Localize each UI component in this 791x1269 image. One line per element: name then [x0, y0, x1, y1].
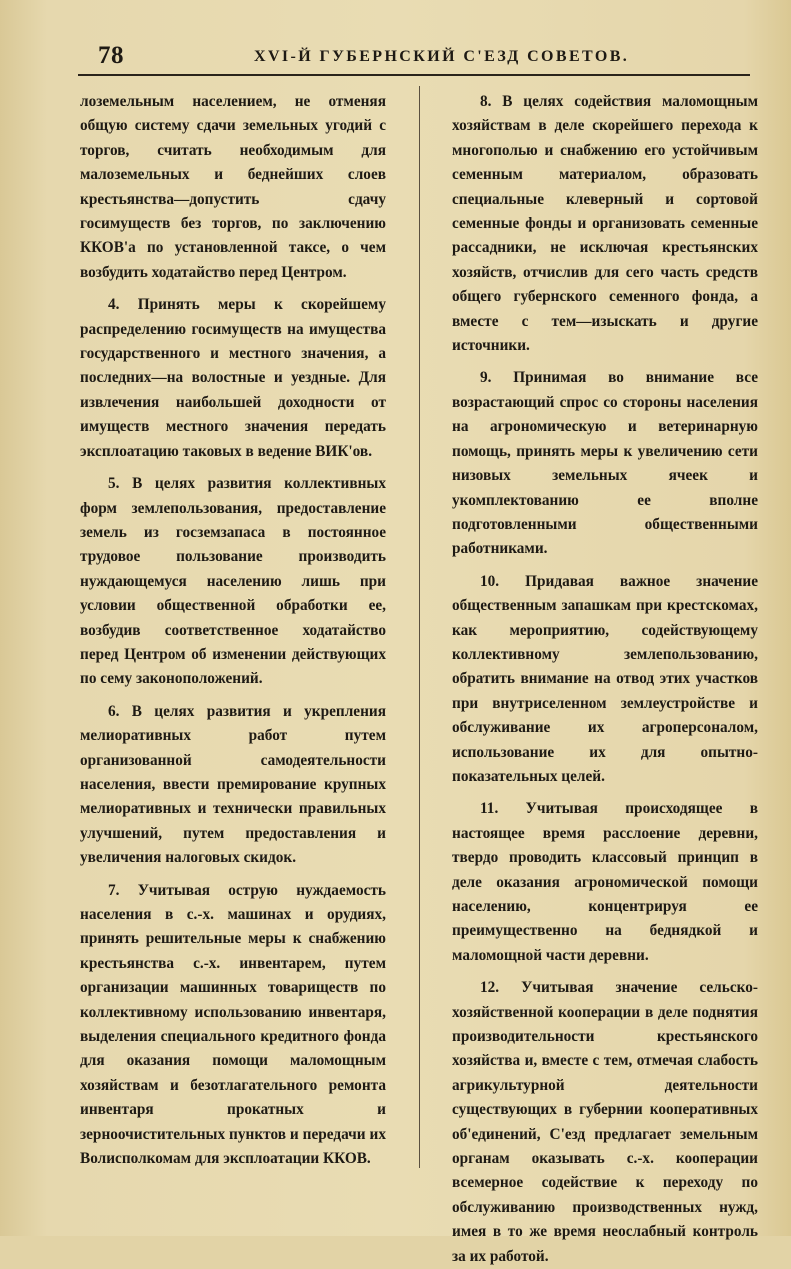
page-header: [78, 40, 750, 76]
page-number: 78: [98, 42, 124, 69]
item-8-paragraph: 8. В целях содействия маломощным хозяйствам в деле скорейшего перехода к многополью и снабжению его устойчивым семенным материалом, образовать специальные клеверный и сортовой семенные фонды и организовать семенные рассадники, не исключая крестьянских хозяйств, отчислив для сего часть средств общего губернского семенного фонда, а вместе с тем—изыскать и другие источники.: [452, 93, 758, 355]
item-9-paragraph: 9. Принимая во внимание все возрастающий спрос со стороны населения на агрономическую и ветеринарную помощь, принять меры к увеличению сети низовых земельных ячеек и укомплектованию ее вполне подготовленными общественными работниками.: [452, 369, 758, 558]
item-6-paragraph: 6. В целях развития и укрепления мелиоративных работ путем организованной самодеятельности населения, ввести премирование крупных мелиоративных и технически правильных улучшений, путем предоставления и увеличения налоговых скидок.: [80, 702, 386, 867]
item-10-paragraph: 10. Придавая важное значение общественным запашкам при крестскомах, как мероприятию, содействующему коллективному землепользованию, обратить внимание на отвод этих участков при внутриселенном землеустройстве и обслуживание их агроперсоналом, использование их для опытно-показательных целей.: [452, 572, 758, 785]
column-divider: [419, 86, 420, 1168]
running-title: XVI-Й ГУБЕРНСКИЙ С'ЕЗД СОВЕТОВ.: [254, 48, 630, 65]
item-7-paragraph: 7. Учитывая острую нуждаемость населения в с.-х. машинах и орудиях, принять решительные меры к снабжению крестьянства с.-х. инвентарем, путем организации машинных товариществ по коллективному использованию инвентаря, выделения специального кредитного фонда для оказания помощи маломощным хозяйствам и безотлагательного ремонта инвентаря прокатных и зерноочистительных пунктов и передачи их Волисполкомам для эксплоатации ККОВ.: [80, 881, 386, 1168]
left-column: [80, 90, 386, 1171]
right-column: [452, 90, 758, 1269]
item-4-paragraph: 4. Принять меры к скорейшему распределению госимуществ на имущества государственного и местного значения, а последних—на волостные и уездные. Для извлечения наибольшей доходности от имуществ местного значения передать эксплоатацию таковых в ведение ВИК'ов.: [80, 296, 386, 460]
continuation-paragraph: лоземельным населением, не отменяя общую систему сдачи земельных угодий с торгов, считать необходимым для малоземельных и беднейших слоев крестьянства—допустить сдачу госимуществ без торгов, по заключению ККОВ'а по установленной таксе, о чем возбудить ходатайство перед Центром.: [80, 93, 386, 281]
item-5-paragraph: 5. В целях развития коллективных форм землепользования, предоставление земель из госземзапаса в постоянное трудовое пользование производить нуждающемуся населению лишь при условии общественной обработки ее, возбудив соответственное ходатайство перед Центром об изменении действующих по сему законоположений.: [80, 475, 386, 688]
item-11-paragraph: 11. Учитывая происходящее в настоящее время расслоение деревни, твердо проводить классовый принцип в деле оказания агрономической помощи населению, концентрируя ее преимущественно на беднядкой и маломощной части деревни.: [452, 800, 758, 964]
item-12-paragraph: 12. Учитывая значение сельско-хозяйственной кооперации в деле поднятия производительности крестьянского хозяйства и, вместе с тем, отмечая слабость агрикультурной деятельности существующих в губернии кооперативных об'единений, С'езд предлагает земельным органам оказывать с.-х. кооперации всемерное содействие к переходу по обслуживанию производственных нужд, имея в то же время неослабный контроль за их работой.: [452, 979, 758, 1265]
